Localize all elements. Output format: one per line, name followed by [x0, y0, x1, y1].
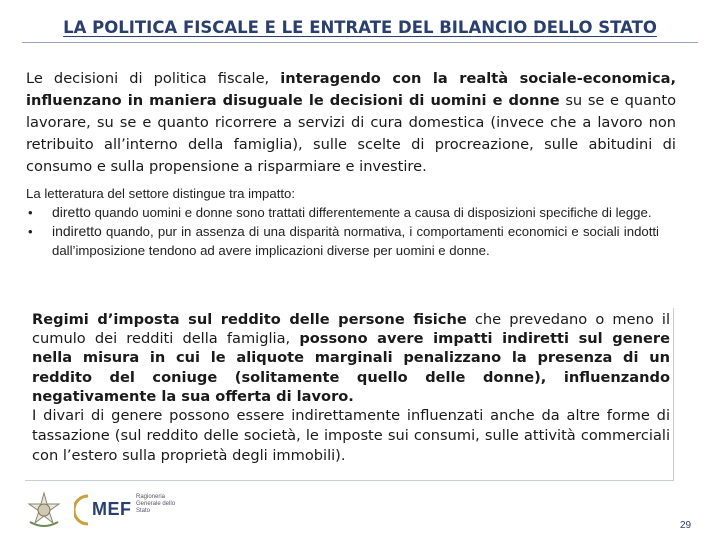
- bullet-icon: •: [28, 224, 33, 239]
- gender-gap-paragraph: I divari di genere possono essere indirettamente influenzati anche da altre forme di tassazione (sul reddito delle società, le imposte sui consumi, sulle attività commerciali con l’estero sulla proprietà degli immobili).: [32, 407, 670, 464]
- mef-logo: [74, 492, 176, 528]
- bullet-keyword: diretto: [52, 204, 91, 220]
- bullet-text: quando uomini e donne sono trattati differentemente a causa di disposizioni specifiche di legge.: [90, 205, 652, 220]
- literature-paragraph: [26, 184, 659, 260]
- intro-paragraph: [26, 68, 676, 178]
- mef-logo-subtitle: Ragioneria Generale dello Stato: [136, 494, 176, 514]
- republic-emblem-icon: [24, 490, 64, 530]
- literature-intro: La letteratura del settore distingue tra impatto:: [26, 186, 296, 201]
- intro-text-2: su se e quanto lavorare, su se e quanto ricorrere a servizi di cura domestica (invece che a lavoro non retribuito all’interno della famiglia), sulle scelte di procreazione, sulle abitudini di consumo e sulla propensione a risparmiare e investire.: [26, 92, 676, 175]
- page-number: 29: [680, 520, 692, 531]
- regimes-text: che prevedano o meno il cumulo dei redditi della famiglia,: [32, 311, 671, 348]
- intro-text-1: Le decisioni di politica fiscale,: [26, 70, 281, 87]
- intro-bold-text: interagendo con la realtà sociale-economica, influenzano in maniera disuguale le decisioni di uomini e donne: [26, 70, 676, 109]
- bullet-text: quando, pur in assenza di una disparità normativa, i comportamenti economici e sociali indotti dall’imposizione tendono ad avere implicazioni diverse per uomini e donne.: [52, 224, 659, 258]
- regimes-paragraph: [32, 310, 670, 406]
- regimes-bold-1: Regimi d’imposta sul reddito delle persone fisiche: [32, 311, 467, 328]
- list-item: [26, 222, 659, 260]
- mef-logo-text: MEF: [92, 499, 132, 519]
- regimes-bold-2: possono avere impatti indiretti sul genere nella misura in cui le aliquote marginali penalizzano la presenza di un reddito del coniuge (solitamente quello delle donne), influenzando negativamente la sua offerta di lavoro.: [32, 330, 670, 405]
- bullet-keyword: indiretto: [52, 223, 102, 239]
- bullet-icon: •: [28, 205, 33, 220]
- title-divider: [22, 42, 698, 43]
- list-item: [26, 203, 659, 222]
- page-title: LA POLITICA FISCALE E LE ENTRATE DEL BILANCIO DELLO STATO: [63, 18, 657, 37]
